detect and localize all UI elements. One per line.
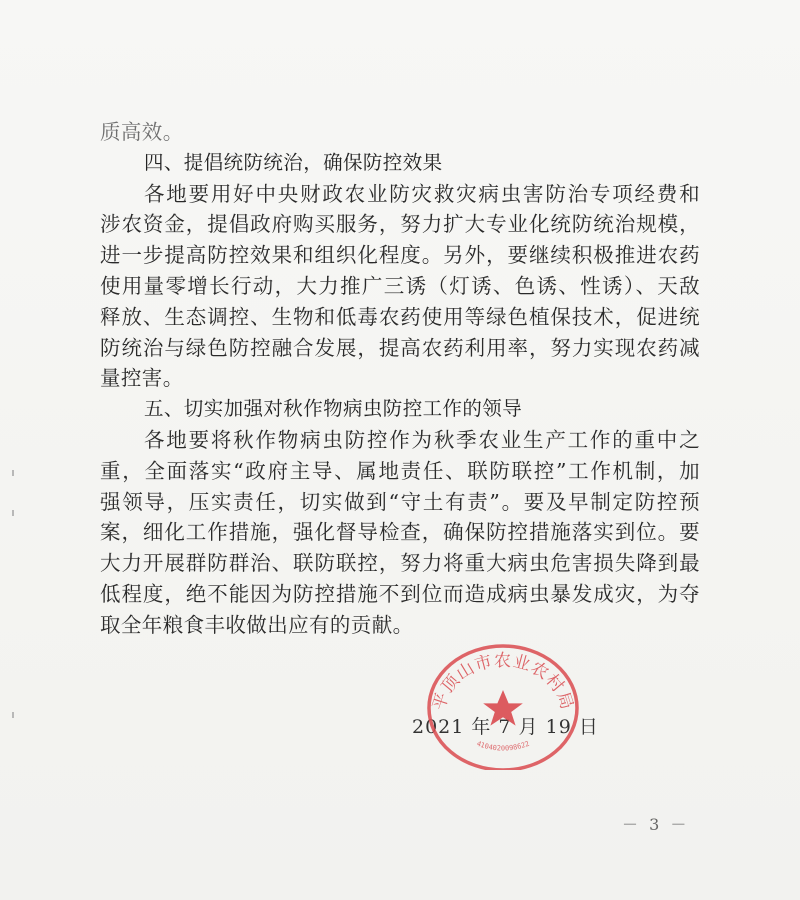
section-5-line: 重，全面落实“政府主导、属地责任、联防联控”工作机制，加 (100, 458, 700, 483)
section-5-line: 各地要将秋作物病虫防控作为秋季农业生产工作的重中之 (144, 427, 700, 452)
seal-code: 4104020098622 (475, 739, 531, 753)
document-date: 2021 年 7 月 19 日 (412, 716, 599, 738)
section-4-line: 量控害。 (100, 366, 184, 391)
section-4-line: 涉农资金，提倡政府购买服务，努力扩大专业化统防统治规模， (100, 212, 700, 237)
binding-mark (12, 712, 14, 718)
paragraph-tail: 质高效。 (100, 120, 184, 144)
section-4-line: 各地要用好中央财政农业防灾救灾病虫害防治专项经费和 (144, 181, 700, 206)
section-4-line: 使用量零增长行动，大力推广三诱（灯诱、色诱、性诱）、天敌 (100, 273, 700, 298)
section-5-line: 案，细化工作措施，强化督导检查，确保防控措施落实到位。要 (100, 520, 700, 545)
page-number: － 3 － (622, 815, 690, 834)
section-5-line: 取全年粮食丰收做出应有的贡献。 (100, 612, 414, 637)
section-4-line: 释放、生态调控、生物和低毒农药使用等绿色植保技术，促进统 (100, 304, 700, 329)
section-5-heading: 五、切实加强对秋作物病虫防控工作的领导 (144, 397, 523, 421)
seal-text: 平顶山市农业农村局 (429, 651, 577, 713)
section-5-line: 低程度，绝不能因为防控措施不到位而造成病虫暴发成灾，为夺 (100, 581, 700, 606)
official-seal (422, 640, 584, 770)
binding-mark (12, 510, 14, 516)
section-4-heading: 四、提倡统防统治，确保防控效果 (144, 150, 443, 174)
document-body (100, 117, 700, 641)
binding-mark (12, 470, 14, 476)
section-5-line: 大力开展群防群治、联防联控，努力将重大病虫危害损失降到最 (100, 551, 700, 576)
section-4-line: 进一步提高防控效果和组织化程度。另外，要继续积极推进农药 (100, 243, 700, 268)
section-4-line: 防统治与绿色防控融合发展，提高农药利用率，努力实现农药减 (100, 335, 700, 360)
section-5-line: 强领导，压实责任，切实做到“守土有责”。要及早制定防控预 (100, 489, 700, 514)
seal-star-icon (483, 690, 523, 726)
svg-text:4104020098622 (475, 740, 530, 753)
